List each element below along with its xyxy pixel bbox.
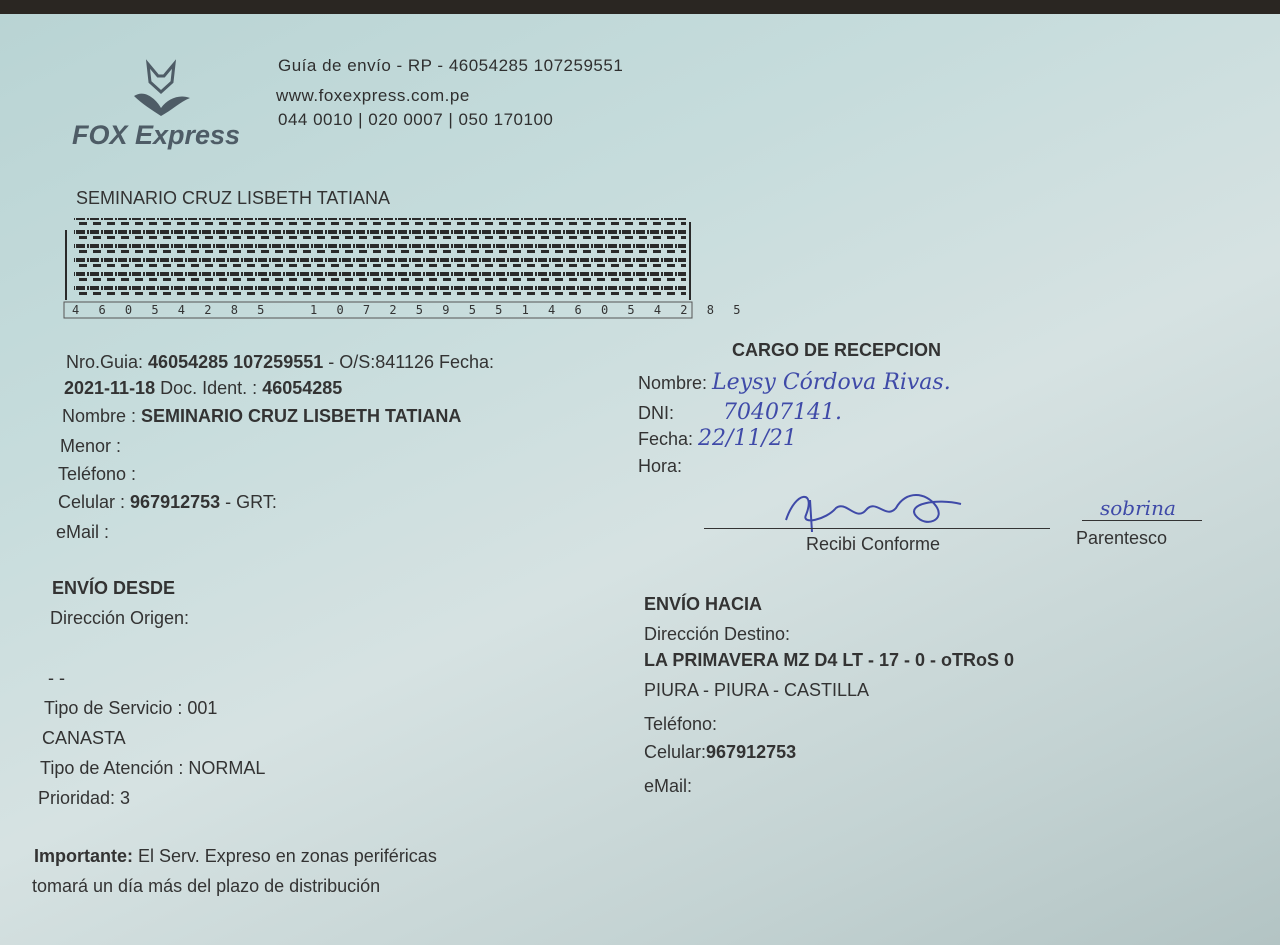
destino-telefono-label: Teléfono: — [644, 714, 718, 734]
origen-dash: - - — [48, 668, 65, 688]
nombre-label: Nombre : — [62, 406, 137, 426]
cargo-nombre-handwritten: Leysy Córdova Rivas. — [712, 370, 951, 395]
telefono-label: Teléfono : — [58, 464, 137, 484]
celular-label: Celular : — [58, 492, 126, 512]
signature-line — [704, 528, 1050, 529]
servicio-canasta: CANASTA — [42, 728, 126, 748]
tipo-servicio: Tipo de Servicio : 001 — [44, 698, 218, 718]
destino-address-line2: PIURA - PIURA - CASTILLA — [644, 680, 870, 700]
shipping-guide-sheet — [0, 14, 1280, 945]
cargo-dni-row — [638, 400, 842, 425]
recibi-conforme-label: Recibi Conforme — [806, 534, 941, 554]
cargo-nombre-label: Nombre: — [638, 373, 708, 393]
grt-text: - GRT: — [225, 492, 277, 512]
cargo-title: CARGO DE RECEPCION — [732, 340, 942, 360]
cargo-hora-label: Hora: — [638, 456, 683, 476]
doc-ident-label: Doc. Ident. : — [160, 378, 258, 398]
cargo-dni-label: DNI: — [638, 403, 674, 423]
menor-label: Menor : — [60, 436, 122, 456]
nombre-row — [62, 406, 461, 427]
destino-email-label: eMail: — [644, 776, 693, 796]
prioridad: Prioridad: 3 — [38, 788, 131, 808]
important-text-1: El Serv. Expreso en zonas periféricas — [138, 846, 437, 866]
tipo-atencion: Tipo de Atención : NORMAL — [40, 758, 266, 778]
doc-ident-value: 46054285 — [262, 378, 343, 398]
direccion-origen-label: Dirección Origen: — [50, 608, 190, 628]
important-label: Importante: — [34, 846, 133, 866]
parentesco-line — [1082, 520, 1202, 521]
barcode-recipient-name: SEMINARIO CRUZ LISBETH TATIANA — [76, 188, 391, 208]
destino-celular-row — [644, 742, 796, 763]
parentesco-handwritten: sobrina — [1100, 496, 1176, 520]
cargo-dni-handwritten: 70407141. — [723, 400, 842, 425]
cargo-fecha-handwritten: 22/11/21 — [698, 426, 797, 451]
cargo-fecha-row — [638, 426, 797, 451]
os-text: - O/S:841126 — [328, 352, 434, 372]
destino-celular-label: Celular: — [644, 742, 707, 762]
cargo-nombre-row — [638, 370, 951, 395]
envio-hacia-title: ENVÍO HACIA — [644, 594, 763, 614]
email-label: eMail : — [56, 522, 110, 542]
nombre-value: SEMINARIO CRUZ LISBETH TATIANA — [141, 406, 462, 426]
barcode-digits-right: 1 0 7 2 5 9 5 5 1 4 6 0 5 4 2 8 5 — [310, 303, 747, 317]
fecha-doc-row — [64, 378, 342, 399]
nro-guia-value: 46054285 107259551 — [148, 352, 324, 372]
parentesco-label: Parentesco — [1076, 528, 1168, 548]
celular-value: 967912753 — [130, 492, 221, 512]
website-text: www.foxexpress.com.pe — [276, 86, 470, 105]
cargo-fecha-label: Fecha: — [638, 429, 694, 449]
important-note-line2: tomará un día más del plazo de distribución — [32, 876, 381, 896]
guide-number-line: Guía de envío - RP - 46054285 107259551 — [278, 56, 624, 75]
fox-logo-icon — [128, 58, 194, 122]
barcode-digits-left: 4 6 0 5 4 2 8 5 — [72, 303, 271, 317]
fecha-value: 2021-11-18 — [64, 378, 156, 398]
direccion-destino-label: Dirección Destino: — [644, 624, 791, 644]
logo-text: FOX Express — [72, 120, 241, 150]
celular-row — [58, 492, 277, 513]
fecha-label: Fecha: — [439, 352, 495, 372]
nro-guia-row — [66, 352, 494, 373]
important-note-line1 — [34, 846, 437, 867]
destino-celular-value: 967912753 — [706, 742, 797, 762]
barcode — [62, 214, 747, 320]
phone-numbers: 044 0010 | 020 0007 | 050 170100 — [278, 110, 554, 129]
destino-address-line1: LA PRIMAVERA MZ D4 LT - 17 - 0 - oTRoS 0 — [644, 650, 1015, 670]
nro-guia-label: Nro.Guia: — [66, 352, 144, 372]
envio-desde-title: ENVÍO DESDE — [52, 578, 176, 598]
signature-icon — [776, 480, 976, 540]
